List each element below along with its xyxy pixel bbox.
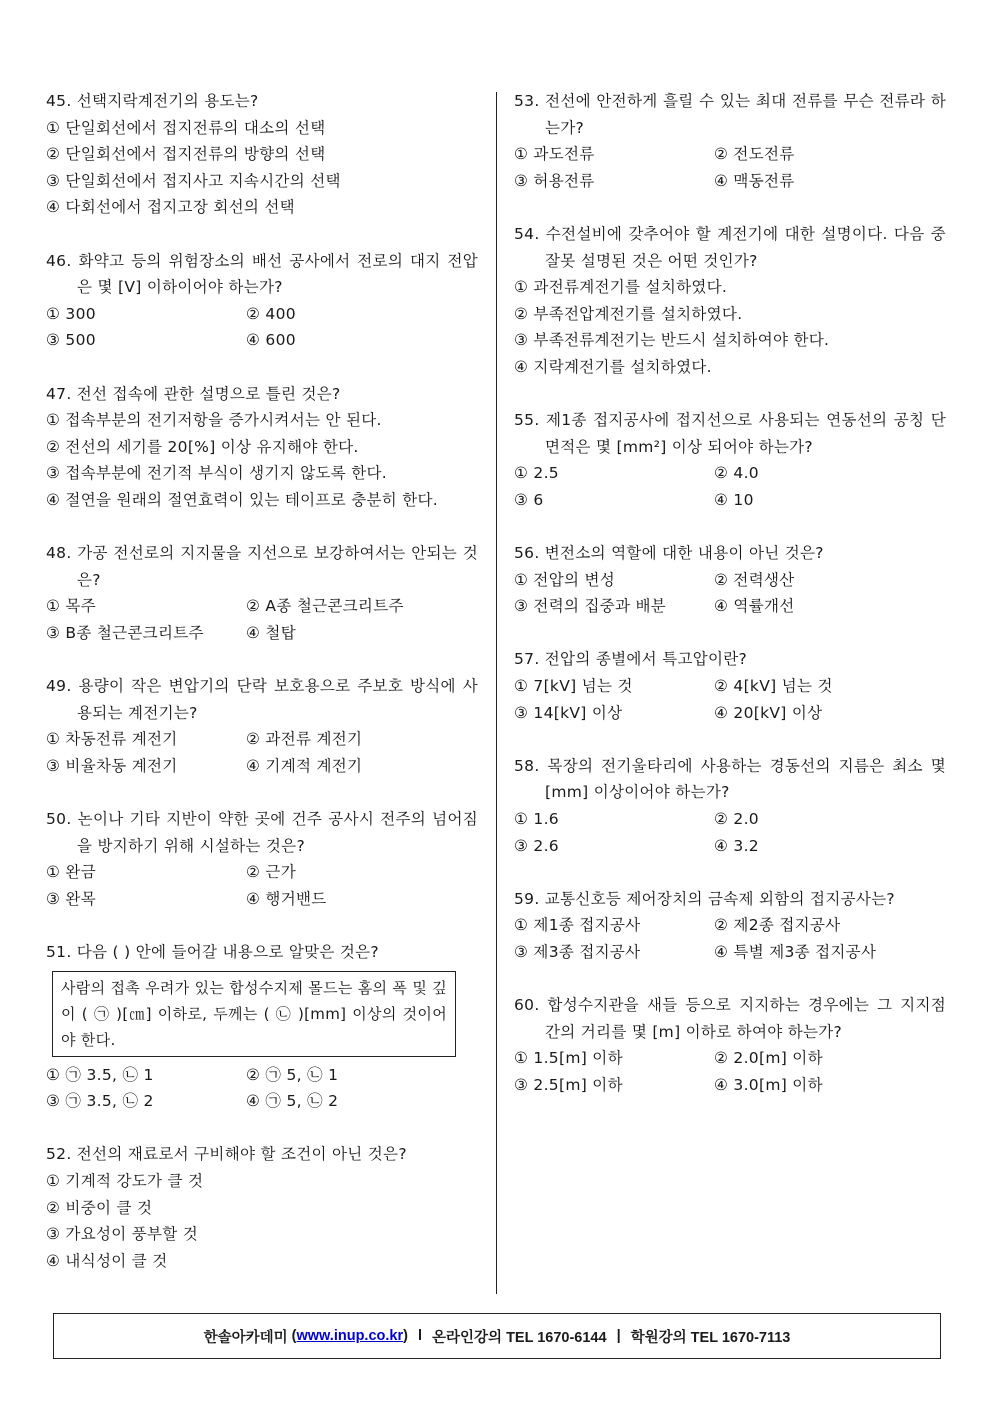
- option-2: ② 제2종 접지공사: [714, 916, 841, 935]
- option-2: ② 전력생산: [714, 570, 795, 589]
- option-3: ③ 2.6: [514, 836, 559, 855]
- question-56: [514, 540, 946, 620]
- option-4: ④ 역률개선: [714, 597, 795, 616]
- option-1: ① 과전류계전기를 설치하였다.: [514, 278, 728, 297]
- question-box: 사람의 접촉 우려가 있는 합성수지제 몰드는 홈의 폭 및 깊이 ( ㉠ )[㎝] 이하로, 두께는 ( ㉡ )[mm] 이상의 것이어야 한다.: [52, 971, 456, 1057]
- question-text: 53. 전선에 안전하게 흘릴 수 있는 최대 전류를 무슨 전류라 하는가?: [514, 92, 946, 137]
- option-1: ① 차동전류 계전기: [46, 730, 178, 749]
- option-2: ② 전선의 세기를 20[%] 이상 유지해야 한다.: [46, 437, 359, 456]
- question-60: [514, 992, 946, 1098]
- option-1: ① 제1종 접지공사: [514, 916, 641, 935]
- option-2: ② 2.0[m] 이하: [714, 1049, 823, 1068]
- option-1: ① 접속부분의 전기저항을 증가시켜서는 안 된다.: [46, 411, 382, 430]
- option-3: ③ 완목: [46, 889, 96, 908]
- question-text: 51. 다음 ( ) 안에 들어갈 내용으로 알맞은 것은?: [46, 943, 379, 961]
- option-3: ③ B종 철근콘크리트주: [46, 623, 204, 642]
- question-text: 57. 전압의 종별에서 특고압이란?: [514, 650, 748, 669]
- question-57: [514, 646, 946, 726]
- option-2: ② 4.0: [714, 464, 759, 483]
- option-1: ① 기계적 강도가 클 것: [46, 1171, 204, 1190]
- question-51: [46, 939, 478, 1115]
- option-1: ① 완금: [46, 863, 96, 882]
- question-text: 54. 수전설비에 갖추어야 할 계전기에 대한 설명이다. 다음 중 잘못 설명된 것은 어떤 것인가?: [514, 224, 946, 270]
- option-1: ① ㉠ 3.5, ㉡ 1: [46, 1065, 154, 1084]
- option-2: ② 단일회선에서 접지전류의 방향의 선택: [46, 145, 326, 164]
- question-text: 46. 화약고 등의 위험장소의 배선 공사에서 전로의 대지 전압은 몇 [V] 이하이어야 하는가?: [46, 251, 478, 297]
- question-49: [46, 673, 478, 779]
- option-2: ② ㉠ 5, ㉡ 1: [246, 1065, 339, 1084]
- option-3: ③ 제3종 접지공사: [514, 943, 641, 961]
- option-3: ③ 전력의 집중과 배분: [514, 597, 667, 616]
- option-2: ② 400: [246, 304, 296, 323]
- question-text: 45. 선택지락계전기의 용도는?: [46, 92, 259, 110]
- option-2: ② 전도전류: [714, 145, 795, 164]
- left-column: [46, 88, 478, 1274]
- option-2: ② 2.0: [714, 810, 759, 829]
- option-4: ④ 내식성이 클 것: [46, 1251, 168, 1270]
- question-text: 47. 전선 접속에 관한 설명으로 틀린 것은?: [46, 384, 341, 403]
- option-4: ④ 기계적 계전기: [246, 756, 363, 775]
- question-text: 50. 논이나 기타 지반이 약한 곳에 건주 공사시 전주의 넘어짐을 방지하기 위해 시설하는 것은?: [46, 810, 478, 855]
- option-4: ④ 철탑: [246, 623, 296, 642]
- option-1: ① 과도전류: [514, 145, 595, 164]
- option-1: ① 7[kV] 넘는 것: [514, 677, 633, 696]
- option-1: ① 1.6: [514, 810, 559, 829]
- option-1: ① 전압의 변성: [514, 570, 616, 589]
- option-2: ② 근가: [246, 863, 296, 882]
- online-tel: 온라인강의 TEL 1670-6144: [432, 1329, 607, 1346]
- column-divider: [496, 92, 497, 1294]
- question-58: [514, 753, 946, 859]
- option-4: ④ 600: [246, 331, 296, 350]
- option-3: ③ 단일회선에서 접지사고 지속시간의 선택: [46, 171, 341, 190]
- option-2: ② A종 철근콘크리트주: [246, 597, 404, 616]
- option-3: ③ ㉠ 3.5, ㉡ 2: [46, 1092, 154, 1111]
- option-1: ① 목주: [46, 597, 96, 616]
- option-1: ① 단일회선에서 접지전류의 대소의 선택: [46, 118, 326, 137]
- option-4: ④ 20[kV] 이상: [714, 703, 823, 722]
- option-2: ② 비중이 클 것: [46, 1198, 153, 1217]
- option-1: ① 300: [46, 304, 96, 323]
- separator: |: [616, 1328, 621, 1344]
- question-text: 58. 목장의 전기울타리에 사용하는 경동선의 지름은 최소 몇 [mm] 이상이어야 하는가?: [514, 756, 946, 802]
- question-45: [46, 88, 478, 221]
- question-text: 59. 교통신호등 제어장치의 금속제 외함의 접지공사는?: [514, 889, 895, 908]
- website-link[interactable]: www.inup.co.kr: [296, 1328, 404, 1344]
- option-1: ① 2.5: [514, 464, 559, 483]
- question-text: 56. 변전소의 역할에 대한 내용이 아닌 것은?: [514, 544, 824, 563]
- option-4: ④ 맥동전류: [714, 171, 795, 190]
- option-4: ④ 3.0[m] 이하: [714, 1075, 823, 1094]
- option-3: ③ 500: [46, 331, 96, 350]
- question-52: [46, 1141, 478, 1274]
- option-4: ④ 10: [714, 490, 754, 509]
- option-4: ④ 다회선에서 접지고장 회선의 선택: [46, 198, 295, 217]
- question-text: 60. 합성수지관을 새들 등으로 지지하는 경우에는 그 지지점 간의 거리를 몇 [m] 이하로 하여야 하는가?: [514, 996, 946, 1041]
- question-text: 48. 가공 전선로의 지지물을 지선으로 보강하여서는 안되는 것은?: [46, 544, 478, 589]
- option-3: ③ 가요성이 풍부할 것: [46, 1225, 199, 1244]
- option-4: ④ 행거밴드: [246, 889, 327, 908]
- academy-name: 한솔아카데미: [203, 1329, 288, 1346]
- question-46: [46, 248, 478, 354]
- option-2: ② 4[kV] 넘는 것: [714, 677, 833, 696]
- question-48: [46, 540, 478, 646]
- option-2: ② 부족전압계전기를 설치하였다.: [514, 304, 743, 323]
- footer: 한솔아카데미 ( www.inup.co.kr ) l 온라인강의 TEL 1670-6144 | 학원강의 TEL 1670-7113: [53, 1313, 941, 1359]
- option-3: ③ 부족전류계전기는 반드시 설치하여야 한다.: [514, 331, 830, 350]
- offline-tel: 학원강의 TEL 1670-7113: [630, 1329, 791, 1346]
- option-3: ③ 6: [514, 490, 544, 509]
- question-text: 52. 전선의 재료로서 구비해야 할 조건이 아닌 것은?: [46, 1145, 407, 1164]
- option-3: ③ 2.5[m] 이하: [514, 1075, 623, 1094]
- option-4: ④ 절연을 원래의 절연효력이 있는 테이프로 충분히 한다.: [46, 490, 439, 509]
- right-column: [514, 88, 946, 1099]
- question-53: [514, 88, 946, 194]
- separator: l: [417, 1328, 422, 1344]
- option-4: ④ ㉠ 5, ㉡ 2: [246, 1092, 339, 1111]
- question-50: [46, 806, 478, 912]
- option-1: ① 1.5[m] 이하: [514, 1049, 623, 1068]
- option-4: ④ 특별 제3종 접지공사: [714, 943, 877, 961]
- question-59: [514, 886, 946, 966]
- question-text: 49. 용량이 작은 변압기의 단락 보호용으로 주보호 방식에 사용되는 계전기는?: [46, 677, 478, 722]
- option-3: ③ 접속부분에 전기적 부식이 생기지 않도록 한다.: [46, 464, 387, 483]
- option-3: ③ 허용전류: [514, 171, 595, 190]
- option-3: ③ 14[kV] 이상: [514, 703, 623, 722]
- question-text: 55. 제1종 접지공사에 접지선으로 사용되는 연동선의 공칭 단면적은 몇 [mm²] 이상 되어야 하는가?: [514, 411, 946, 456]
- question-54: [514, 221, 946, 381]
- option-3: ③ 비율차동 계전기: [46, 756, 178, 775]
- question-55: [514, 407, 946, 513]
- option-2: ② 과전류 계전기: [246, 730, 363, 749]
- option-4: ④ 3.2: [714, 836, 759, 855]
- question-47: [46, 381, 478, 514]
- option-4: ④ 지락계전기를 설치하였다.: [514, 357, 712, 376]
